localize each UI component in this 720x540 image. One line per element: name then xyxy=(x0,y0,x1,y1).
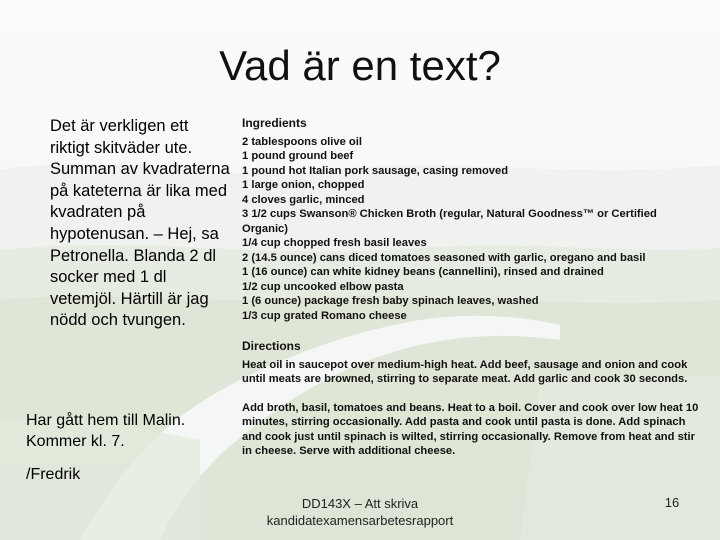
ingredient-item: 1 large onion, chopped xyxy=(242,179,365,191)
ingredient-item: 4 cloves garlic, minced xyxy=(242,193,365,206)
slide-title: Vad är en text? xyxy=(219,42,501,89)
ingredient-item: 3 1/2 cups Swanson® Chicken Broth (regular, Natural Goodness™ or Certified Organic) xyxy=(242,208,657,235)
ingredient-item: 1 pound hot Italian pork sausage, casing removed xyxy=(242,164,509,177)
ingredient-item: 1/4 cup chopped fresh basil leaves xyxy=(242,237,427,249)
directions-step: Add broth, basil, tomatoes and beans. Heat to a boil. Cover and cook over low heat 10 minutes, stirring occasionally. Add pasta and cook until pasta is done. Add spinach and cook just until spinach is wilted, stirring occasionally. Remove from heat and stir in cheese. Serve with additional cheese. xyxy=(242,401,699,457)
ingredient-item: 1 (6 ounce) package fresh baby spinach leaves, washed xyxy=(242,295,539,307)
footer-course-name: DD143X – Att skriva kandidatexamensarbetesrapport xyxy=(266,496,454,528)
page-number: 16 xyxy=(664,495,680,510)
ingredient-item: 1/2 cup uncooked elbow pasta xyxy=(242,280,404,293)
ingredient-item: 1 (16 ounce) can white kidney beans (cannellini), rinsed and drained xyxy=(242,266,604,278)
directions-step: Heat oil in saucepot over medium-high heat. Add beef, sausage and onion and cook until meats are browned, stirring to separate meat. Add garlic and cook 30 seconds. xyxy=(242,358,688,385)
ingredients-list xyxy=(242,135,704,324)
ingredient-item: 2 tablespoons olive oil xyxy=(242,135,362,148)
ingredients-heading: Ingredients xyxy=(242,116,307,130)
ingredient-item: 2 (14.5 ounce) cans diced tomatoes seasoned with garlic, oregano and basil xyxy=(242,251,646,264)
ingredient-item: 1/3 cup grated Romano cheese xyxy=(242,309,407,322)
recipe-text-block xyxy=(242,116,704,459)
note-text: Har gått hem till Malin. Kommer kl. 7. xyxy=(26,412,186,450)
directions-heading: Directions xyxy=(242,339,301,353)
ingredient-item: 1 pound ground beef xyxy=(242,150,354,162)
example-text-paragraph: Det är verkligen ett riktigt skitväder ute. Summan av kvadraterna på kateterna är lika med kvadraten på hypotenusan. – Hej, sa Petronella. Blanda 2 dl socker med 1 dl vetemjöl. Härtill är jag nödd och tvungen. xyxy=(50,117,230,330)
signature-text: /Fredrik xyxy=(26,466,81,483)
